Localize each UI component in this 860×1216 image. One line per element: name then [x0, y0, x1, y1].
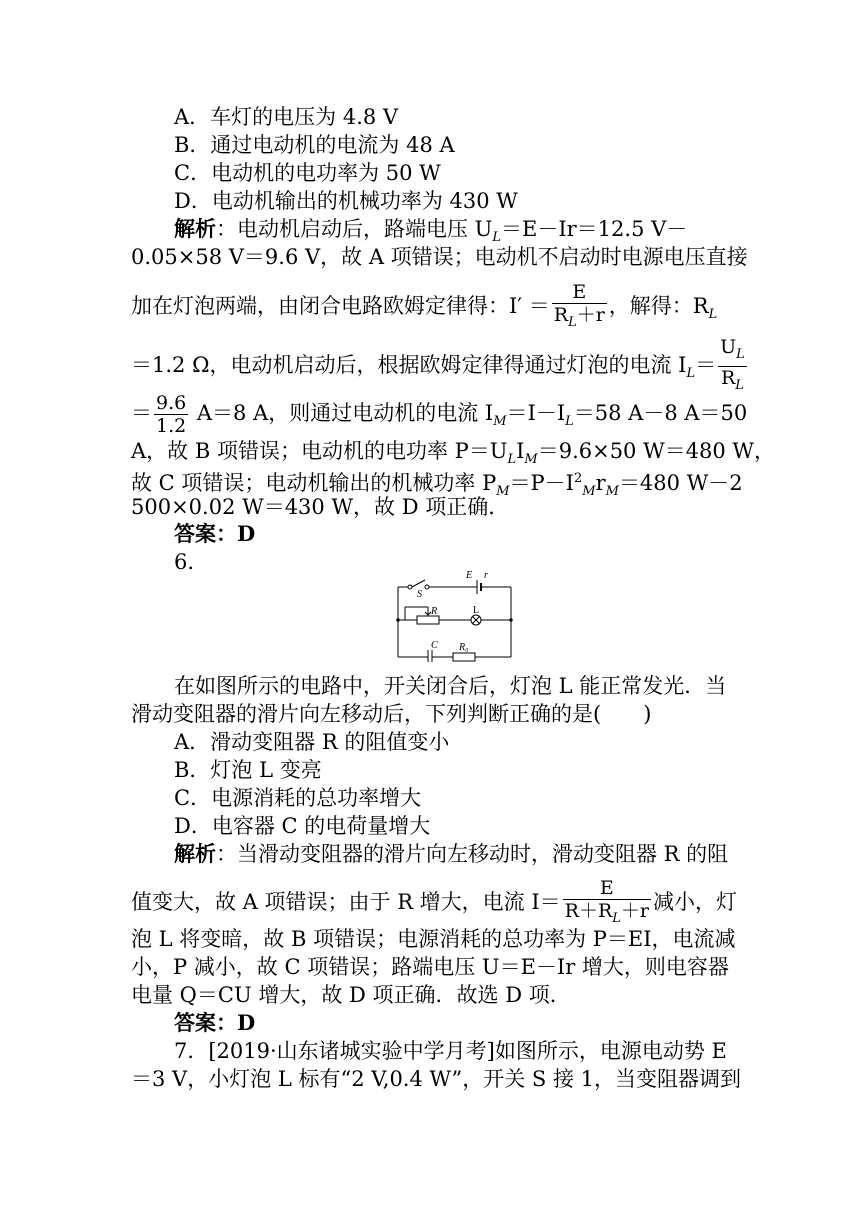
subscript: M	[493, 414, 507, 430]
question-stem: ＝3 V，小灯泡 L 标有“2 V,0.4 W”，开关 S 接 1，当变阻器调到	[131, 1067, 741, 1091]
solution-line: 0.05×58 V＝9.6 V，故 A 项错误；电动机不启动时电源电压直接	[131, 245, 748, 269]
solution-label: 解析	[174, 216, 216, 241]
fraction	[552, 281, 607, 334]
text: ＝	[131, 401, 152, 425]
option-b: B．通过电动机的电流为 48 A	[174, 133, 455, 157]
label-rheostat: R	[431, 606, 438, 617]
fraction	[154, 392, 188, 437]
label-lamp: L	[473, 605, 480, 616]
text: ＝58 A－8 A＝50	[573, 401, 748, 425]
text: A，故 B 项错误；电动机的电功率 P＝U	[131, 439, 508, 463]
subscript: M	[524, 452, 538, 468]
text: U	[720, 336, 737, 358]
text: 减小，灯	[653, 889, 738, 914]
solution-line: 小，P 减小，故 C 项错误；路端电压 U＝E－Ir 增大，则电容器	[131, 955, 729, 979]
text: R	[553, 304, 569, 326]
text: ＝1.2 Ω，电动机启动后，根据欧姆定律得通过灯泡的电流 I	[131, 352, 687, 377]
text: 故 C 项错误；电动机输出的机械功率 P	[131, 471, 497, 495]
question-stem: 7．[2019·山东诸城实验中学月考]如图所示，电源电动势 E	[174, 1039, 727, 1063]
numerator: E	[563, 877, 651, 900]
label-s: S	[417, 589, 422, 600]
text: ＝	[695, 352, 717, 377]
subscript: L	[735, 377, 744, 393]
text: A＝8 A，则通过电动机的电流 I	[190, 401, 494, 425]
text: ＝I－I	[506, 401, 566, 425]
question-number: 6.	[174, 550, 195, 574]
text: ＝9.6×50 W＝480 W，	[537, 439, 776, 463]
text: ＝480 W－2	[618, 471, 743, 495]
label-e: E	[466, 570, 473, 581]
denominator: 1.2	[156, 415, 187, 437]
subscript: L	[686, 365, 696, 381]
subscript: M	[605, 484, 619, 500]
text: R	[720, 366, 736, 389]
subscript: L	[507, 452, 517, 468]
text: 加在灯泡两端，由闭合电路欧姆定律得：I′ ＝	[131, 293, 550, 318]
solution-line: 泡 L 将变暗，故 B 项错误；电源消耗的总功率为 P＝EI，电流减	[131, 927, 736, 951]
text: ＋r	[576, 304, 605, 326]
label-r: r	[484, 570, 488, 581]
fraction	[718, 336, 747, 397]
option-c: C．电源消耗的总功率增大	[174, 786, 422, 810]
text: I	[516, 439, 525, 463]
text: 值变大，故 A 项错误；由于 R 增大，电流 I＝	[131, 889, 561, 914]
text: ＋r	[620, 900, 650, 922]
option-c: C．电动机的电功率为 50 W	[174, 161, 441, 185]
subscript: L	[708, 307, 718, 323]
text: r	[595, 471, 606, 495]
subscript: L	[565, 414, 574, 430]
solution-line	[131, 336, 749, 397]
circuit-diagram	[393, 567, 518, 662]
solution-line: 电量 Q＝CU 增大，故 D 项正确．故选 D 项．	[131, 983, 571, 1007]
label-r0: R₀	[459, 642, 469, 653]
text: ＝P－I	[509, 471, 574, 495]
fraction	[563, 877, 651, 930]
subscript: L	[736, 346, 745, 362]
solution-line	[131, 281, 717, 334]
solution-line	[174, 840, 728, 868]
subscript: L	[568, 314, 577, 330]
text: ：电动机启动后，路端电压 U	[216, 217, 493, 241]
question-stem: 滑动变阻器的滑片向左移动后，下列判断正确的是( )	[131, 702, 652, 726]
subscript: L	[492, 230, 502, 246]
solution-label: 解析	[174, 841, 216, 866]
text: ，解得：R	[608, 293, 709, 318]
option-b: B．灯泡 L 变亮	[174, 758, 322, 782]
question-stem: 在如图所示的电路中，开关闭合后，灯泡 L 能正常发光．当	[174, 674, 727, 698]
text: ：当滑动变阻器的滑片向左移动时，滑动变阻器 R 的阻	[216, 842, 729, 866]
numerator: E	[552, 281, 607, 304]
option-d: D．电容器 C 的电荷量增大	[174, 814, 431, 838]
option-d: D．电动机输出的机械功率为 430 W	[174, 189, 518, 213]
option-a: A．滑动变阻器 R 的阻值变小	[174, 730, 450, 754]
numerator: 9.6	[156, 392, 187, 414]
text: ＝E－Ir＝12.5 V－	[501, 217, 688, 241]
solution-line	[131, 392, 747, 437]
subscript: M	[496, 484, 510, 500]
superscript: 2	[573, 471, 583, 486]
subscript: L	[612, 910, 621, 926]
solution-line: 500×0.02 W＝430 W，故 D 项正确．	[131, 495, 510, 519]
text: R＋R	[564, 900, 613, 922]
option-a: A．车灯的电压为 4.8 V	[174, 105, 399, 129]
answer: 答案：D	[174, 1010, 256, 1035]
label-c: C	[431, 640, 438, 651]
solution-line	[131, 877, 737, 930]
denominator	[552, 304, 607, 334]
numerator	[718, 336, 747, 367]
answer: 答案：D	[174, 521, 256, 546]
subscript: M	[582, 484, 596, 500]
